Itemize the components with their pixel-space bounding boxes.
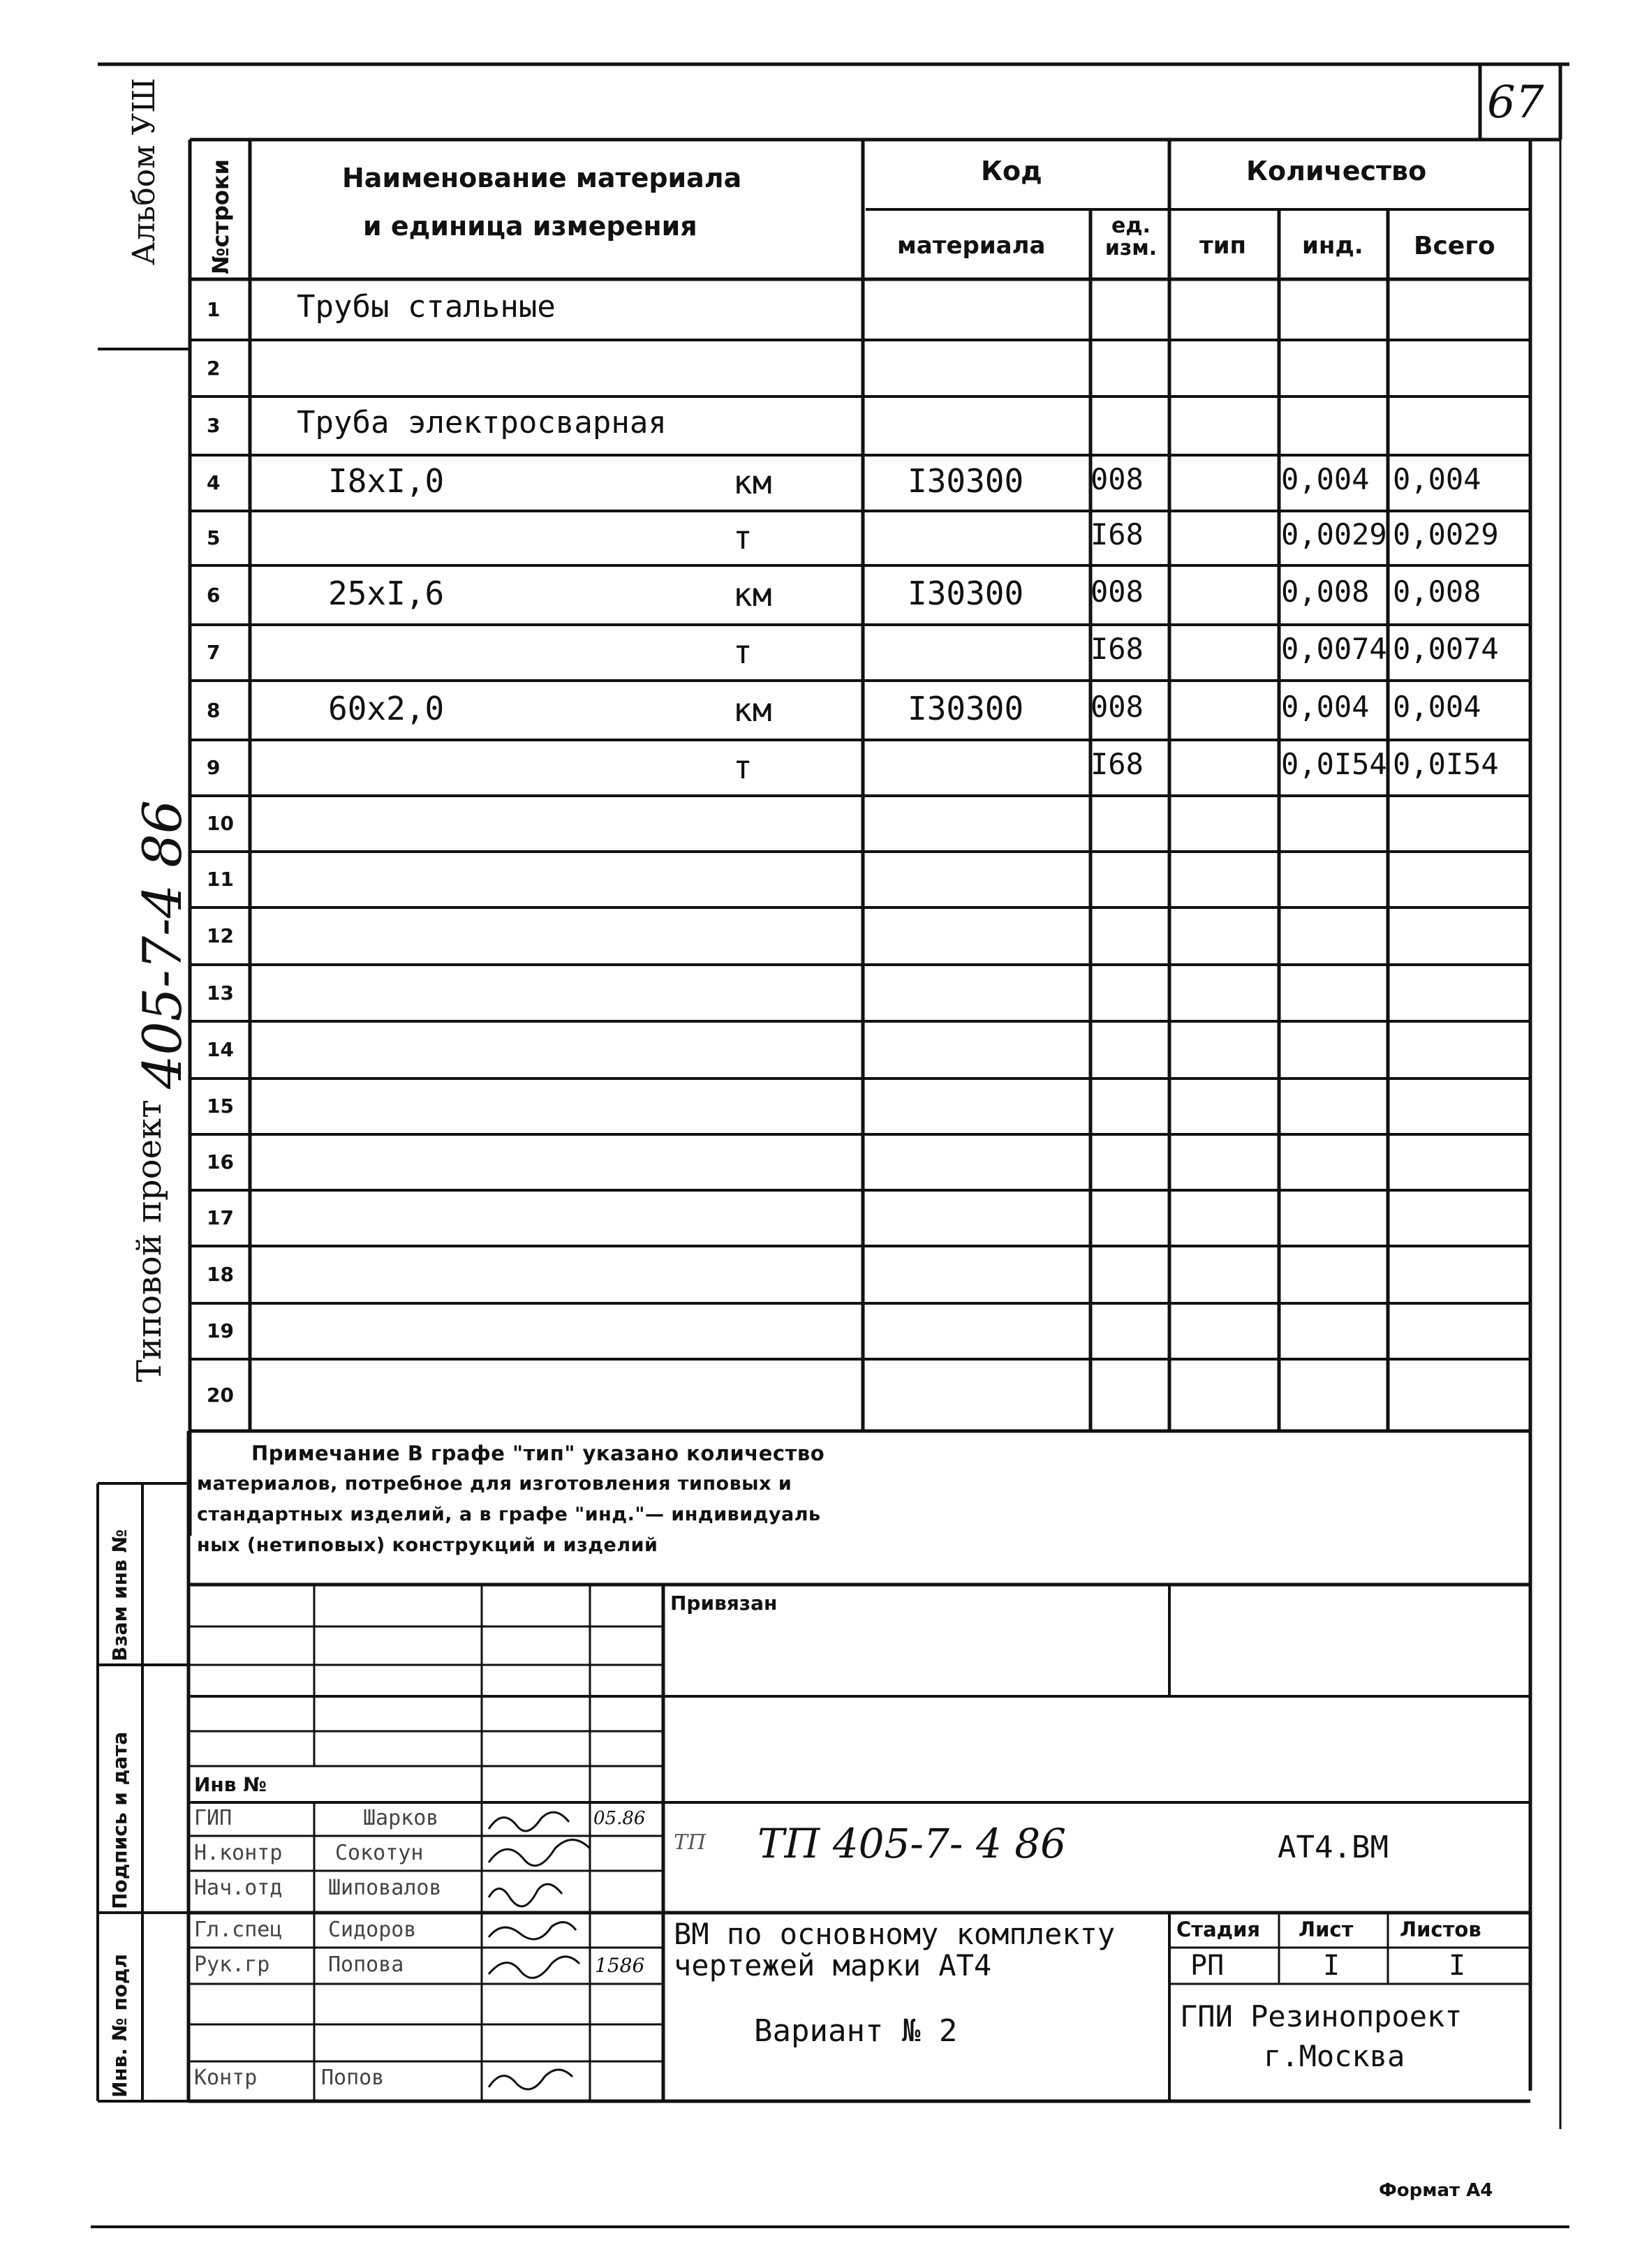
sig-name: Сидоров	[328, 1918, 417, 1942]
header-row-number: №строки	[207, 158, 234, 274]
header-quantity: Количество	[1246, 156, 1427, 186]
row-number: 11	[207, 868, 234, 891]
qty-individual: 0,0I54	[1281, 747, 1387, 781]
album-label: Альбом УШ	[126, 77, 162, 265]
row-number: 6	[207, 583, 221, 607]
sig-date: 05.86	[593, 1808, 646, 1829]
row-number: 14	[207, 1038, 234, 1061]
qty-total: 0,008	[1393, 574, 1481, 609]
header-code-material: материала	[897, 232, 1046, 260]
row-number: 5	[207, 526, 221, 549]
sig-name: Шиповалов	[328, 1876, 442, 1900]
page-number: 67	[1487, 77, 1544, 128]
header-total: Всего	[1414, 232, 1495, 260]
privyazan-label: Привязан	[670, 1592, 778, 1615]
document-code: ТП 405-7- 4 86	[757, 1820, 1067, 1867]
header-type: тип	[1199, 232, 1247, 260]
sig-role: ГИП	[194, 1806, 232, 1830]
sheet-value: I	[1323, 1950, 1340, 1982]
unit-code: I68	[1090, 517, 1144, 551]
organization-name: ГПИ Резинопроект	[1180, 1999, 1463, 2033]
material-name: I8xI,0	[328, 462, 445, 500]
stamp-label-signature-date: Подпись и дата	[108, 1731, 131, 1909]
note-line: ных (нетиповых) конструкций и изделий	[197, 1534, 658, 1556]
project-label: Типовой проект	[130, 1099, 169, 1382]
qty-individual: 0,004	[1281, 689, 1370, 724]
sig-name: Сокотун	[335, 1841, 424, 1865]
material-code: I30300	[908, 689, 1024, 727]
qty-individual: 0,0074	[1281, 632, 1387, 666]
material-name: 60x2,0	[328, 689, 445, 727]
header-name: Наименование материала	[342, 163, 742, 193]
row-number: 3	[207, 414, 221, 437]
unit: км	[733, 464, 772, 501]
unit: т	[733, 633, 753, 671]
desc-line1: ВМ по основному комплекту	[674, 1917, 1116, 1951]
sheets-label: Листов	[1400, 1918, 1481, 1941]
row-number: 20	[207, 1383, 234, 1407]
note-line: Примечание В графе "тип" указано количество	[251, 1441, 825, 1465]
material-name: Труба электросварная	[297, 405, 667, 440]
row-number: 10	[207, 812, 234, 835]
sig-name: Шарков	[363, 1806, 439, 1830]
header-name-unit: и единица измерения	[363, 211, 697, 242]
qty-total: 0,004	[1393, 462, 1481, 496]
material-code: I30300	[908, 462, 1024, 500]
header-code-unit: ед. изм.	[1104, 214, 1158, 260]
material-name: 25xI,6	[328, 574, 445, 612]
project-number-vertical: 405-7-4 86	[131, 800, 193, 1089]
header-code: Код	[981, 156, 1042, 186]
qty-total: 0,0I54	[1393, 747, 1499, 781]
desc-line2: чертежей марки АТ4	[674, 1948, 992, 1982]
unit-code: 008	[1090, 574, 1144, 609]
unit-code: 008	[1090, 689, 1144, 724]
stage-label: Стадия	[1176, 1918, 1261, 1941]
unit-code: 008	[1090, 462, 1144, 496]
row-number: 16	[207, 1150, 234, 1173]
sig-name: Попов	[321, 2066, 385, 2090]
unit: т	[733, 519, 753, 556]
variant-label: Вариант № 2	[754, 2013, 958, 2049]
row-number: 18	[207, 1263, 234, 1286]
row-number: 4	[207, 471, 221, 494]
qty-individual: 0,004	[1281, 462, 1370, 496]
sheets-value: I	[1449, 1950, 1466, 1982]
sig-role: Н.контр	[194, 1841, 283, 1865]
row-number: 1	[207, 297, 221, 321]
unit: км	[733, 690, 772, 729]
row-number: 17	[207, 1206, 234, 1229]
row-number: 13	[207, 981, 234, 1005]
stamp-label-replacement: Взам инв №	[108, 1529, 131, 1661]
row-number: 2	[207, 356, 221, 380]
qty-individual: 0,008	[1281, 574, 1370, 609]
row-number: 12	[207, 924, 234, 947]
material-name: Трубы стальные	[297, 288, 556, 325]
organization-city: г.Москва	[1264, 2039, 1405, 2073]
qty-total: 0,0074	[1393, 632, 1499, 666]
qty-total: 0,004	[1393, 689, 1481, 724]
sig-role: Контр	[194, 2066, 258, 2090]
qty-total: 0,0029	[1393, 517, 1499, 551]
row-number: 7	[207, 641, 221, 664]
sheet-label: Лист	[1299, 1918, 1354, 1941]
sig-role: Нач.отд	[194, 1876, 283, 1900]
row-number: 8	[207, 698, 221, 722]
material-code: I30300	[908, 574, 1024, 612]
sig-name: Попова	[328, 1952, 404, 1977]
row-number: 19	[207, 1319, 234, 1342]
stamp-label-original-inv: Инв. № подл	[108, 1953, 131, 2098]
qty-individual: 0,0029	[1281, 517, 1387, 551]
inv-no-label: Инв №	[194, 1773, 267, 1796]
format-label: Формат А4	[1379, 2180, 1493, 2201]
unit: т	[733, 748, 753, 786]
document-mark: АТ4.ВМ	[1278, 1830, 1389, 1865]
unit-code: I68	[1090, 632, 1144, 666]
sig-date: 1586	[595, 1954, 645, 1977]
note-line: материалов, потребное для изготовления типовых и	[197, 1473, 792, 1495]
doc-code-prefix: ТП	[674, 1830, 707, 1855]
sig-role: Рук.гр	[194, 1952, 270, 1977]
unit-code: I68	[1090, 747, 1144, 781]
sig-role: Гл.спец	[194, 1918, 283, 1942]
stage-value: РП	[1190, 1950, 1225, 1982]
row-number: 15	[207, 1095, 234, 1118]
note-line: стандартных изделий, а в графе "инд."— индивидуаль	[197, 1504, 821, 1525]
unit: км	[733, 575, 772, 614]
row-number: 9	[207, 756, 221, 779]
header-individual: инд.	[1302, 232, 1363, 260]
